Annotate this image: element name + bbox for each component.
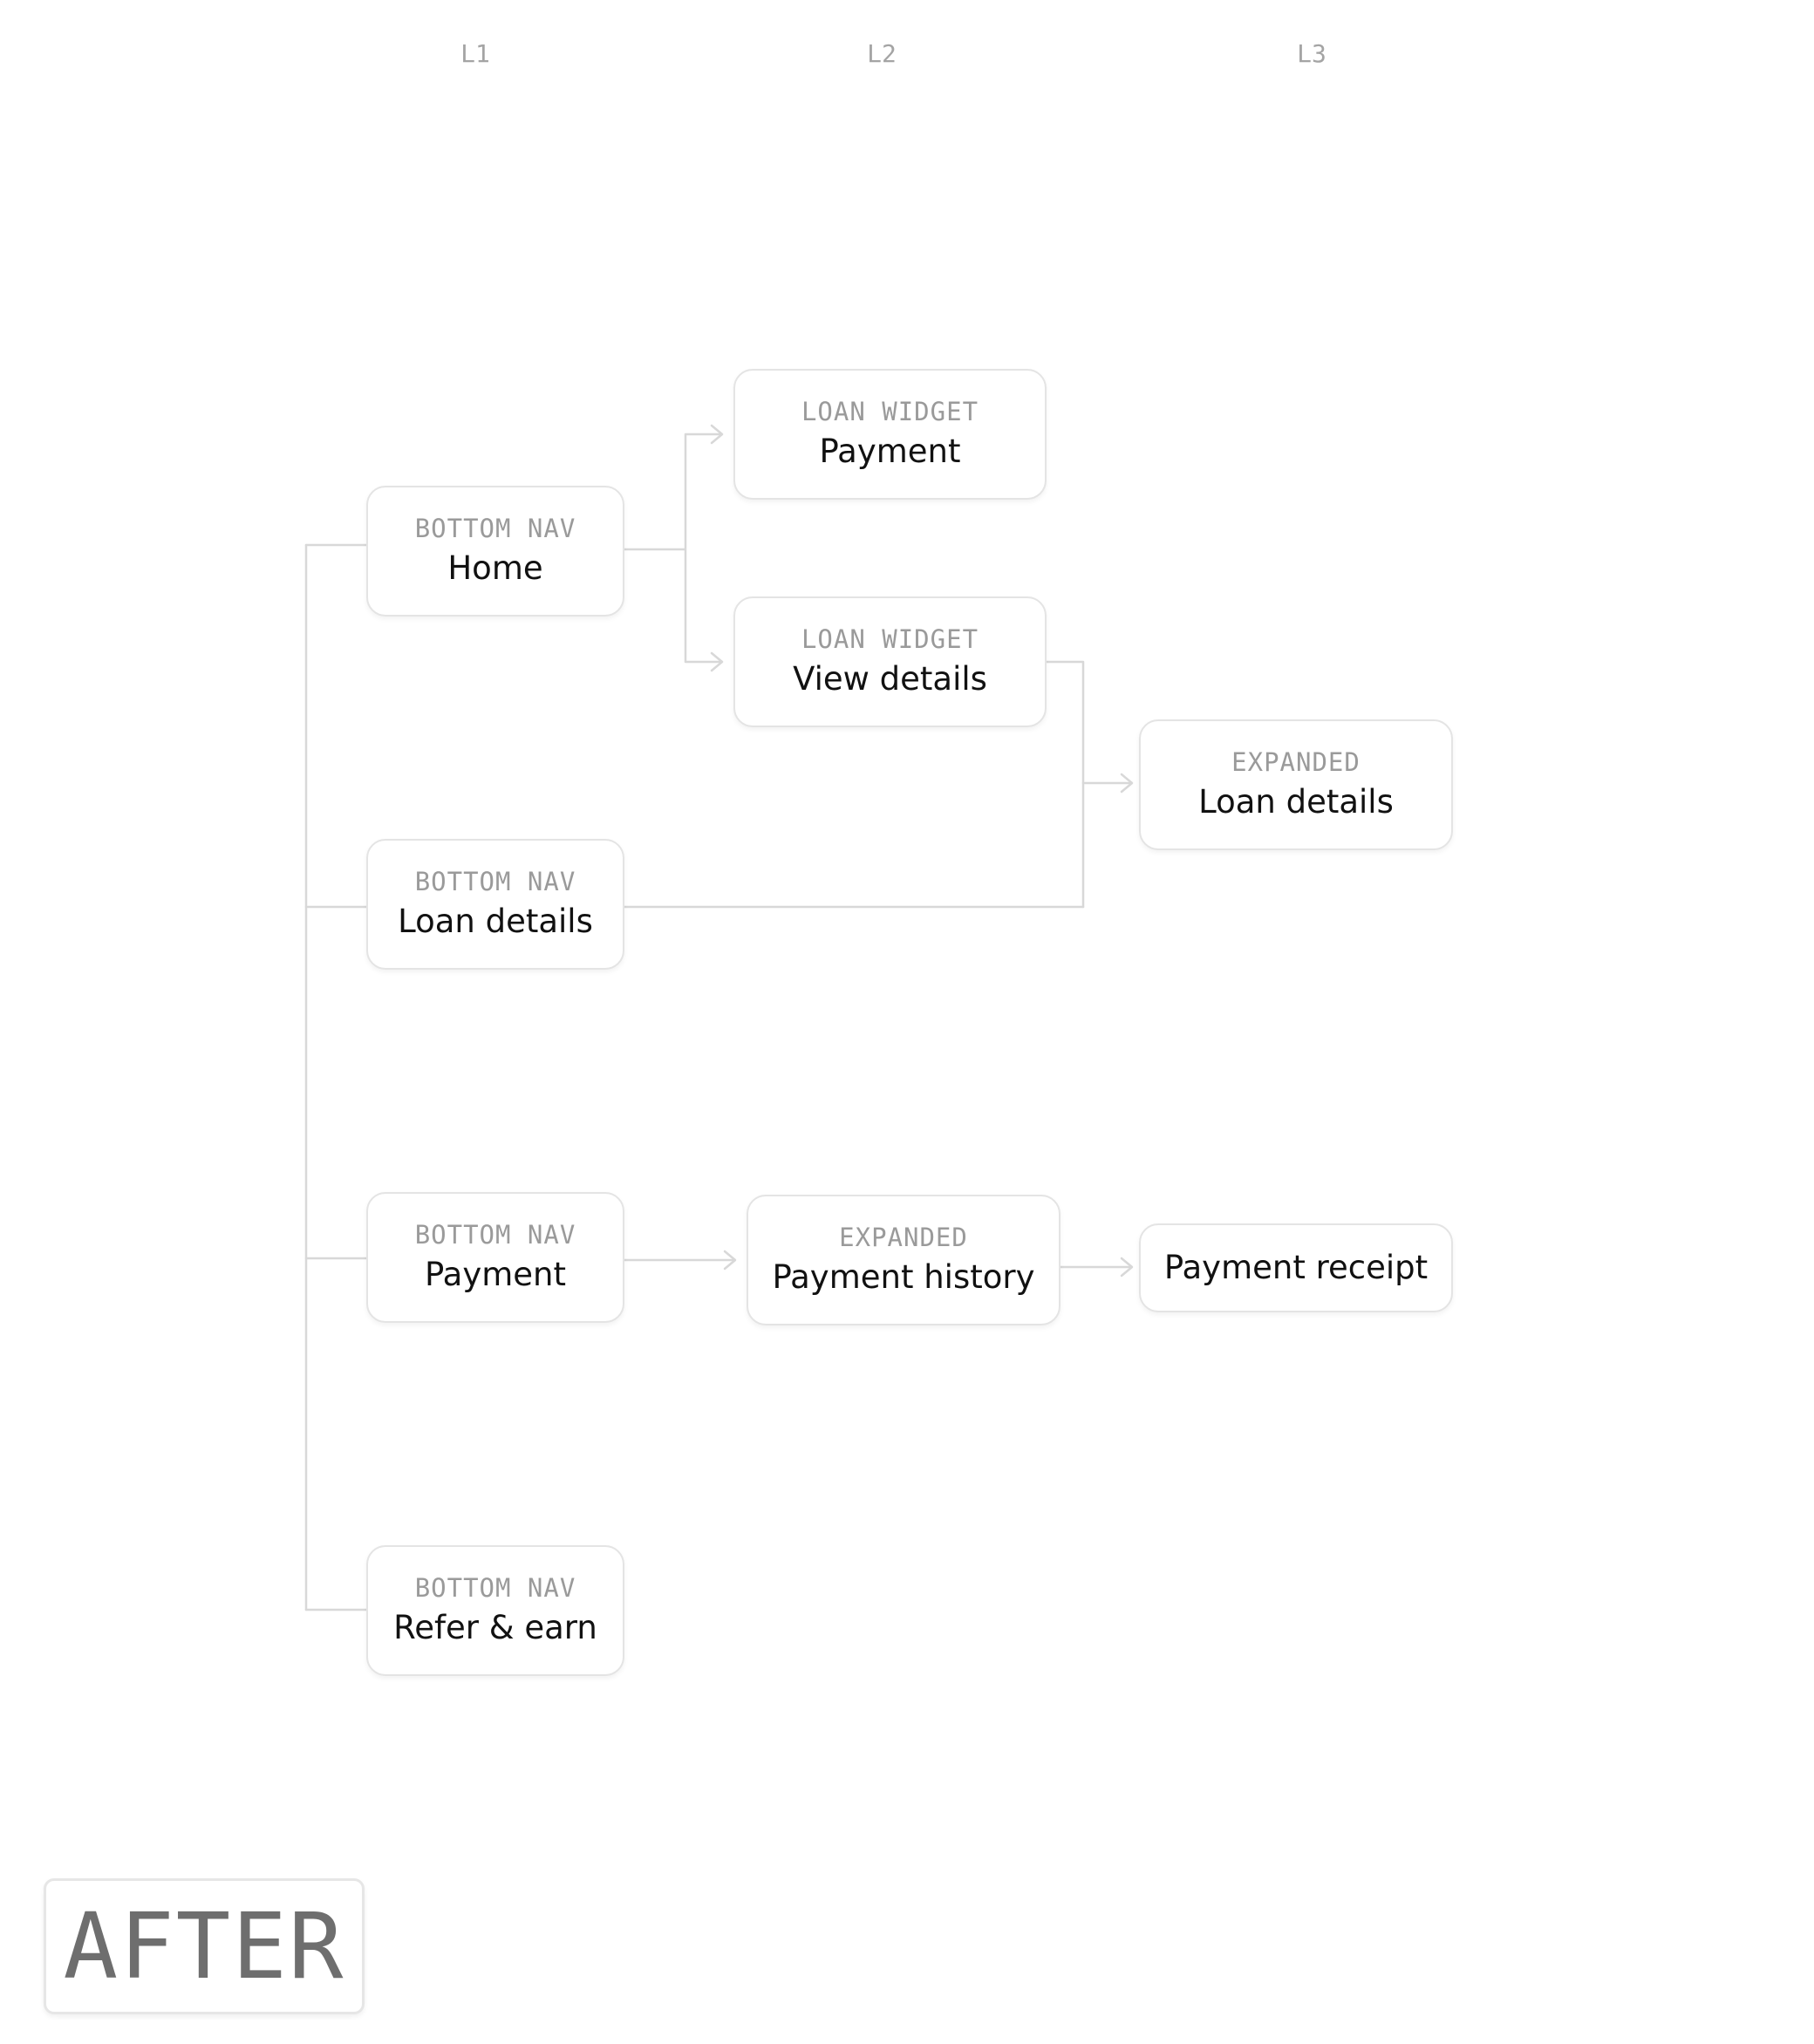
node-title: Payment: [425, 1256, 566, 1293]
node-title: Loan details: [398, 903, 593, 940]
arrowhead-payment-history: [725, 1251, 735, 1269]
node-tag: BOTTOM NAV: [414, 514, 576, 543]
arrowhead-payment-receipt: [1122, 1258, 1132, 1276]
node-bottom-nav-refer-earn[interactable]: [366, 1545, 624, 1676]
arrowhead-widget-payment: [712, 426, 722, 443]
column-label-l1: L1: [460, 39, 490, 68]
node-bottom-nav-home[interactable]: [366, 486, 624, 617]
node-expanded-payment-history[interactable]: [747, 1195, 1060, 1325]
edge-view-details-merge: [1047, 662, 1083, 907]
node-tag: LOAN WIDGET: [801, 397, 979, 426]
after-badge: [44, 1878, 365, 2014]
node-loan-widget-view-details[interactable]: [733, 596, 1047, 727]
arrowhead-widget-view-details: [712, 653, 722, 671]
column-label-l3: L3: [1297, 39, 1326, 68]
node-tag: BOTTOM NAV: [414, 867, 576, 896]
node-tag: BOTTOM NAV: [414, 1220, 576, 1250]
node-tag: EXPANDED: [839, 1223, 968, 1252]
node-tag: EXPANDED: [1231, 747, 1360, 777]
node-payment-receipt[interactable]: [1139, 1223, 1453, 1312]
node-loan-widget-payment[interactable]: [733, 369, 1047, 500]
node-bottom-nav-payment[interactable]: [366, 1192, 624, 1323]
node-title: View details: [793, 660, 987, 698]
node-expanded-loan-details[interactable]: [1139, 719, 1453, 850]
node-tag: BOTTOM NAV: [414, 1573, 576, 1603]
node-tag: LOAN WIDGET: [801, 624, 979, 654]
node-title: Payment history: [772, 1258, 1035, 1296]
edge-home-to-widgets: [624, 434, 720, 662]
after-badge-label: AFTER: [63, 1893, 345, 2000]
node-title: Payment: [819, 433, 961, 470]
node-title: Refer & earn: [393, 1609, 597, 1646]
arrowhead-expanded-loan-details: [1122, 774, 1132, 792]
node-title: Home: [447, 549, 543, 587]
node-bottom-nav-loan-details[interactable]: [366, 839, 624, 970]
column-label-l2: L2: [867, 39, 897, 68]
node-title: Loan details: [1198, 783, 1394, 821]
node-title: Payment receipt: [1163, 1249, 1429, 1286]
